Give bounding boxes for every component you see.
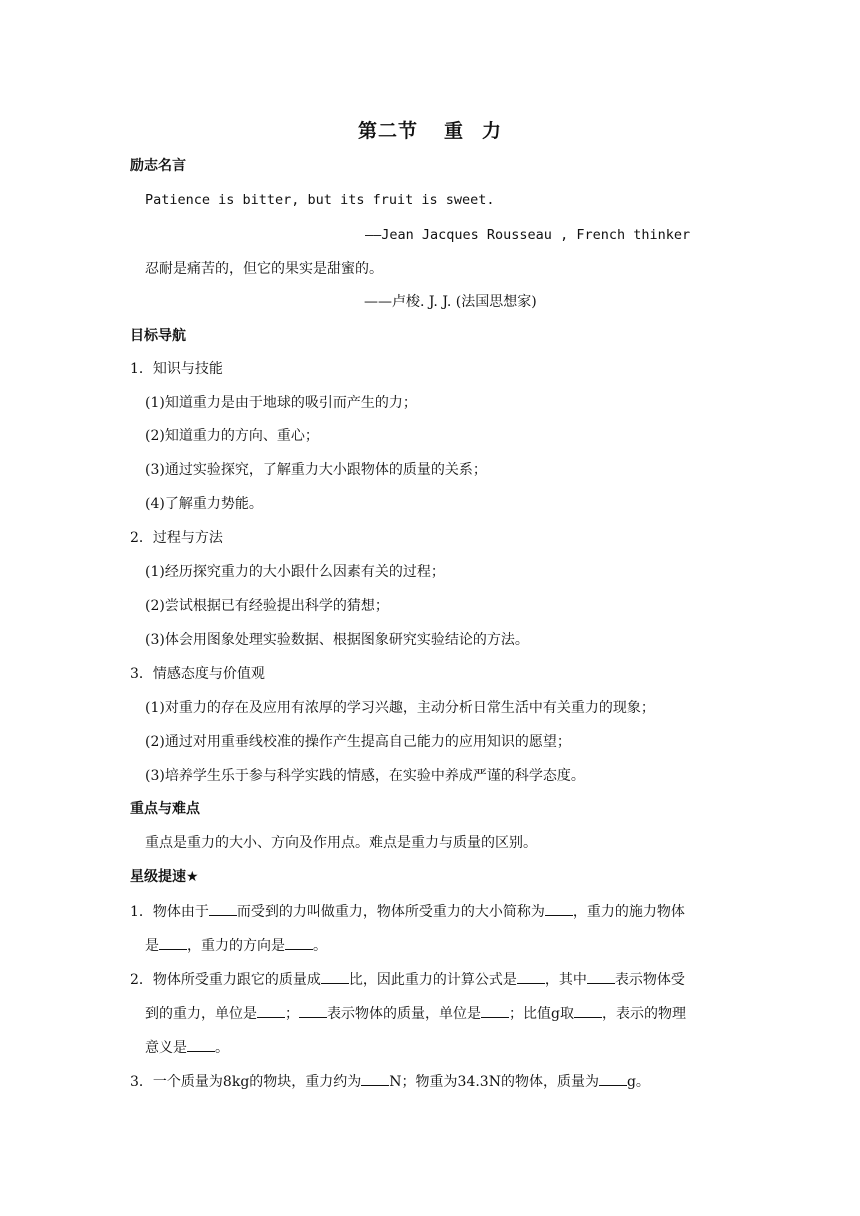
question-text: 3．一个质量为 xyxy=(130,1074,223,1090)
section-title: 2．过程与方法 xyxy=(130,530,223,546)
title-part: 第二节 xyxy=(357,120,418,142)
question-text: 8kg xyxy=(222,1074,250,1090)
motto-english: Patience is bitter, but its fruit is sweet. xyxy=(145,192,495,208)
list-item: (2)知道重力的方向、重心； xyxy=(145,428,319,444)
question-text: ，表示的物理 xyxy=(601,1006,686,1022)
list-item: (3)培养学生乐于参与科学实践的情感，在实验中养成严谨的科学态度。 xyxy=(145,768,585,784)
question-text: 。 xyxy=(215,1040,229,1056)
motto-heading: 励志名言 xyxy=(130,158,186,174)
question-text: 。 xyxy=(313,938,327,954)
question-text: ，其中 xyxy=(544,972,587,988)
answer-blank[interactable] xyxy=(257,1003,285,1018)
list-item: (1)经历探究重力的大小跟什么因素有关的过程； xyxy=(145,564,445,580)
question-1-line-1 xyxy=(130,901,685,922)
key-points-heading: 重点与难点 xyxy=(130,801,200,817)
list-item: (2)尝试根据已有经验提出科学的猜想； xyxy=(145,598,389,614)
answer-blank[interactable] xyxy=(361,1071,389,1086)
question-text: 表示物体的质量，单位是 xyxy=(327,1006,481,1022)
key-points-text: 重点是重力的大小、方向及作用点。难点是重力与质量的区别。 xyxy=(145,835,537,851)
motto-english-author: ——Jean Jacques Rousseau , French thinker xyxy=(365,227,691,243)
title-part: 重 xyxy=(443,120,464,142)
question-text: 比，因此重力的计算公式是 xyxy=(348,972,517,988)
question-text: g。 xyxy=(626,1074,650,1090)
motto-chinese-author: ——卢梭. J. J. (法国思想家) xyxy=(364,294,537,310)
practice-heading xyxy=(130,867,199,887)
question-text: 1．物体由于 xyxy=(130,904,209,920)
list-item: (1)对重力的存在及应用有浓厚的学习兴趣，主动分析日常生活中有关重力的现象； xyxy=(145,700,655,716)
answer-blank[interactable] xyxy=(587,969,615,984)
goals-heading: 目标导航 xyxy=(130,328,186,344)
section-title: 3．情感态度与价值观 xyxy=(130,666,265,682)
question-text: ，重力的施力物体 xyxy=(572,904,685,920)
answer-blank[interactable] xyxy=(574,1003,602,1018)
motto-chinese: 忍耐是痛苦的，但它的果实是甜蜜的。 xyxy=(145,261,383,277)
question-2-line-1 xyxy=(130,969,685,990)
question-text: 到的重力，单位是 xyxy=(145,1006,257,1022)
question-text: N；物重为 xyxy=(389,1074,458,1090)
question-1-line-2 xyxy=(145,935,327,956)
question-3 xyxy=(130,1071,650,1092)
list-item: (1)知道重力是由于地球的吸引而产生的力； xyxy=(145,395,417,411)
section-title: 1．知识与技能 xyxy=(130,361,223,377)
question-text: 而受到的力叫做重力，物体所受重力的大小简称为 xyxy=(236,904,545,920)
question-2-line-3 xyxy=(145,1037,229,1058)
practice-heading-text: 星级提速 xyxy=(130,869,186,885)
question-text: 34.3N xyxy=(457,1074,501,1090)
answer-blank[interactable] xyxy=(187,1037,215,1052)
question-text: 的物体，质量为 xyxy=(500,1074,599,1090)
list-item: (3)体会用图象处理实验数据、根据图象研究实验结论的方法。 xyxy=(145,632,529,648)
question-text: ；比值 xyxy=(509,1006,551,1022)
question-text: 表示物体受 xyxy=(614,972,685,988)
list-item: (2)通过对用重垂线校准的操作产生提高自己能力的应用知识的愿望； xyxy=(145,734,571,750)
title-part: 力 xyxy=(482,120,503,142)
answer-blank[interactable] xyxy=(321,969,349,984)
list-item: (4)了解重力势能。 xyxy=(145,496,263,512)
answer-blank[interactable] xyxy=(299,1003,327,1018)
question-text: 的物块，重力约为 xyxy=(249,1074,362,1090)
answer-blank[interactable] xyxy=(285,935,313,950)
question-2-line-2 xyxy=(145,1003,686,1024)
question-text: ； xyxy=(285,1006,299,1022)
answer-blank[interactable] xyxy=(481,1003,509,1018)
star-icon: ★ xyxy=(186,869,199,885)
question-text: 2．物体所受重力跟它的质量成 xyxy=(130,972,321,988)
answer-blank[interactable] xyxy=(159,935,187,950)
answer-blank[interactable] xyxy=(545,901,573,916)
question-text: 是 xyxy=(145,938,159,954)
answer-blank[interactable] xyxy=(517,969,545,984)
list-item: (3)通过实验探究，了解重力大小跟物体的质量的关系； xyxy=(145,462,487,478)
answer-blank[interactable] xyxy=(599,1071,627,1086)
question-text: 意义是 xyxy=(145,1040,187,1056)
question-text: 取 xyxy=(559,1006,574,1022)
page-title xyxy=(0,116,860,143)
question-text: ，重力的方向是 xyxy=(187,938,285,954)
question-text: g xyxy=(551,1006,560,1022)
answer-blank[interactable] xyxy=(209,901,237,916)
